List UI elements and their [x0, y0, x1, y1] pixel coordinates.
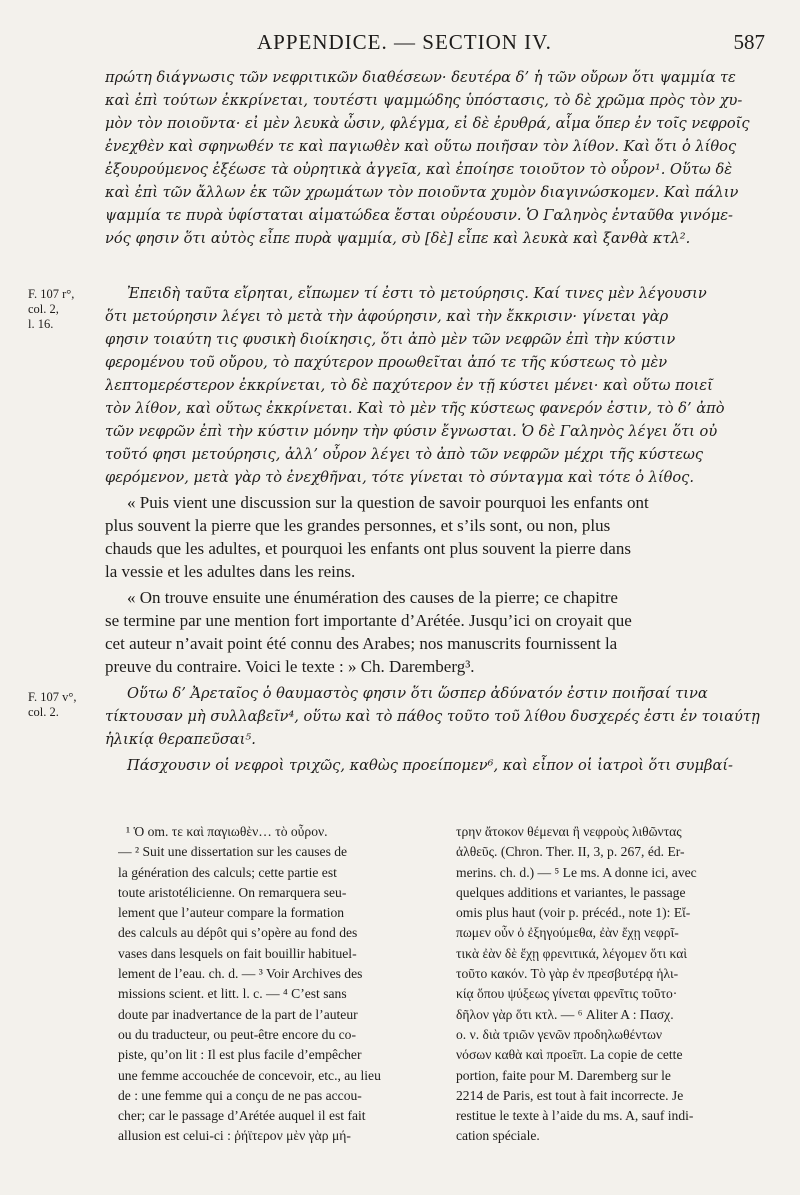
text-line: ἐνεχθὲν καὶ σφηνωθέν τε καὶ παγιωθὲν καὶ οὕτω ποιῆσαν τὸν λίθον. Καὶ ὅτι ὁ λίθος — [105, 138, 737, 155]
footnote-line: de : une femme qui a conçu de ne pas accou- — [118, 1087, 362, 1103]
french-paragraph-2 — [105, 586, 765, 678]
main-text — [105, 66, 765, 777]
footnote-line: la génération des calculs; cette partie est — [118, 864, 337, 880]
footnote-line: ο. ν. διὰ τριῶν γενῶν προδηλωθέντων — [456, 1026, 663, 1042]
footnote-line: portion, faite pour M. Daremberg sur le — [456, 1067, 671, 1083]
text-line: λεπτομερέστερον ἐκκρίνεται, τὸ δὲ παχύτερον ἐν τῇ κύστει μένει· καὶ οὕτω ποιεῖ — [105, 377, 713, 394]
text-line: la vessie et les adultes dans les reins. — [105, 562, 356, 581]
text-line: τοῦτό φησι μετούρησις, ἀλλ’ οὖρον λέγει τὸ ἀπὸ τῶν νεφρῶν μέχρι τῆς κύστεως — [105, 446, 704, 463]
footnote-line: ἀλθεῦς. (Chron. Ther. II, 3, p. 267, éd. Er- — [456, 844, 685, 860]
french-paragraph-1 — [105, 491, 765, 583]
margin-note-line: l. 16. — [28, 317, 54, 331]
greek-paragraph-4 — [105, 754, 765, 777]
footnote-line: τικὰ ἐὰν δὲ ἔχῃ φρενιτικά, λέγομεν ὅτι καὶ — [456, 945, 688, 961]
footnote-line: κίᾳ ὅπου ψύξεως γίνεται φρενῖτις τοῦτο· — [456, 986, 678, 1002]
footnote-line: missions scient. et litt. l. c. — ⁴ C’est sans — [118, 986, 347, 1002]
footnote-line: ¹ Ὁ om. τε καὶ παγιωθὲν… τὸ οὖρον. — [126, 824, 328, 839]
text-line: chauds que les adultes, et pourquoi les enfants ont plus souvent la pierre dans — [105, 539, 631, 558]
text-line: φησιν τοιαύτη τις φυσικὴ διοίκησις, ὅτι ἀπὸ μὲν τῶν νεφρῶν ἐπὶ τὴν κύστιν — [105, 331, 676, 348]
footnote-line: cher; car le passage d’Arétée auquel il est fait — [118, 1108, 366, 1124]
footnote-line: νόσων καθὰ καὶ προεῖπ. La copie de cette — [456, 1047, 683, 1063]
text-line: Οὕτω δ’ Ἀρεταῖος ὁ θαυμαστὸς φησιν ὅτι ὥσπερ ἀδύνατόν ἐστιν ποιῆσαί τινα — [127, 685, 708, 702]
footnote-line: vases dans lesquels on fait bouillir habituel- — [118, 945, 357, 961]
text-line: ἐξουρούμενος ἐξέωσε τὰ οὐρητικὰ ἀγγεῖα, καὶ ἐποίησε τοιοῦτον τὸ οὖρον¹. Οὕτω δὲ — [105, 161, 733, 178]
margin-note-line: F. 107 v°, — [28, 690, 77, 704]
text-line: νός φησιν ὅτι αὐτὸς εἶπε πυρὰ ψαμμία, σὺ [δὲ] εἶπε καὶ λευκὰ καὶ ξανθὰ κτλ². — [105, 230, 691, 247]
footnote-line: lement que l’auteur compare la formation — [118, 905, 345, 921]
footnote-line: τρην ἄτοκον θέμεναι ἢ νεφροὺς λιθῶντας — [456, 824, 682, 839]
footnote-line: restitue le texte à l’aide du ms. A, sauf indi- — [456, 1108, 694, 1124]
text-line: τῶν νεφρῶν ἐπὶ τὴν κύστιν μόνην τὴν φύσιν ἔγνωσται. Ὁ δὲ Γαληνὸς λέγει ὅτι οὐ — [105, 423, 718, 440]
footnotes-left-column — [118, 822, 432, 1147]
footnote-line: — ² Suit une dissertation sur les causes de — [118, 844, 348, 860]
footnote-line: τοῦτο κακόν. Τὸ γὰρ ἐν πρεσβυτέρᾳ ἡλι- — [456, 966, 679, 982]
page-number: 587 — [733, 30, 765, 54]
footnote-line: toute aristotélicienne. On remarquera seu- — [118, 884, 347, 900]
running-title: APPENDICE. — SECTION IV. — [257, 30, 552, 54]
text-line: μὸν τὸν ποιοῦντα· εἰ μὲν λευκὰ ὦσιν, φλέγμα, εἰ δὲ ἐρυθρά, αἷμα ὅπερ ἐν τοῖς νεφροῖς — [105, 115, 750, 132]
margin-note-line: col. 2, — [28, 302, 59, 316]
footnote-line: ou du traducteur, ou peut-être encore du co- — [118, 1026, 356, 1042]
footnote-line: merins. ch. d.) — ⁵ Le ms. A donne ici, avec — [456, 864, 697, 880]
greek-paragraph-1 — [105, 66, 765, 250]
text-line: Ἐπειδὴ ταῦτα εἴρηται, εἴπωμεν τί ἐστι τὸ μετούρησις. Καί τινες μὲν λέγουσιν — [127, 285, 707, 302]
text-line: plus souvent la pierre que les grandes personnes, et s’ils sont, ou non, plus — [105, 516, 611, 535]
footnote-line: 2214 de Paris, est tout à fait incorrecte. Je — [456, 1087, 684, 1103]
footnote-line: πωμεν οὖν ὁ ἐξηγούμεθα, ἐὰν ἔχῃ νεφρῖ- — [456, 925, 679, 941]
text-line: ἡλικίᾳ θεραπεῦσαι⁵. — [105, 731, 256, 748]
greek-paragraph-2 — [105, 282, 765, 489]
text-line: Πάσχουσιν οἱ νεφροὶ τριχῶς, καθὼς προείπομεν⁶, καὶ εἶπον οἱ ἰατροὶ ὅτι συμβαί- — [127, 757, 733, 774]
text-line: φερομένου τοῦ οὔρου, τὸ παχύτερον προωθεῖται ἀπό τε τῆς κύστεως τὸ μὲν — [105, 354, 668, 371]
greek-paragraph-3 — [105, 682, 765, 751]
text-line: cet auteur n’avait point été connu des Arabes; nos manuscrits fournissent la — [105, 634, 618, 653]
text-line: se termine par une mention fort importante d’Arétée. Jusqu’ici on croyait que — [105, 611, 632, 630]
footnote-line: omis plus haut (voir p. précéd., note 1): Εἴ- — [456, 905, 691, 921]
margin-note-folio-107r — [28, 287, 98, 332]
text-line: ὅτι μετούρησιν λέγει τὸ μετὰ τὴν ἀφούρησιν, καὶ τὴν ἔκκρισιν· γίνεται γὰρ — [105, 308, 669, 325]
text-line: φερόμενον, μετὰ γὰρ τὸ ἐνεχθῆναι, τότε γίνεται τὸ σύνταγμα καὶ τότε ὁ λίθος. — [105, 469, 694, 486]
margin-note-line: col. 2. — [28, 705, 59, 719]
margin-note-folio-107v — [28, 690, 98, 720]
footnote-line: allusion est celui-ci : ῥήϊτερον μὲν γὰρ μή- — [118, 1128, 351, 1144]
footnotes-right-column — [456, 822, 770, 1147]
text-line: καὶ ἐπὶ τῶν ἄλλων ἐκ τῶν χρωμάτων τὸν ποιοῦντα χυμὸν διαγινώσκομεν. Καὶ πάλιν — [105, 184, 739, 201]
footnote-line: doute par inadvertance de la part de l’auteur — [118, 1006, 358, 1022]
footnote-line: piste, qu’on lit : Il est plus facile d’empêcher — [118, 1047, 362, 1063]
footnote-line: une femme accouchée de concevoir, etc., au lieu — [118, 1067, 381, 1083]
text-line: καὶ ἐπὶ τούτων ἐκκρίνεται, τουτέστι ψαμμώδης ὑπόστασις, τὸ δὲ χρῶμα πρὸς τὸν χυ- — [105, 92, 743, 109]
footnote-line: lement de l’eau. ch. d. — ³ Voir Archives des — [118, 966, 363, 982]
footnote-line: des calculs au dépôt qui s’opère au fond des — [118, 925, 358, 941]
margin-note-line: F. 107 r°, — [28, 287, 75, 301]
running-header — [105, 30, 765, 60]
footnote-line: δῆλον γὰρ ὅτι κτλ. — ⁶ Aliter A : Πασχ. — [456, 1006, 674, 1022]
text-line: ψαμμία τε πυρὰ ὑφίσταται αἱματώδεα ἔσται οὐρέουσιν. Ὁ Γαληνὸς ἐνταῦθα γινόμε- — [105, 207, 733, 224]
text-line: « Puis vient une discussion sur la question de savoir pourquoi les enfants ont — [127, 493, 649, 512]
footnote-line: cation spéciale. — [456, 1128, 540, 1144]
text-line: « On trouve ensuite une énumération des causes de la pierre; ce chapitre — [127, 588, 618, 607]
footnote-line: quelques additions et variantes, le passage — [456, 884, 686, 900]
text-line: πρώτη διάγνωσις τῶν νεφριτικῶν διαθέσεων· δευτέρα δ’ ἡ τῶν οὔρων ὅτι ψαμμία τε — [105, 69, 736, 86]
text-line: τὸν λίθον, καὶ οὕτως ἐκκρίνεται. Καὶ τὸ μὲν τῆς κύστεως φανερόν ἐστιν, τὸ δ’ ἀπὸ — [105, 400, 725, 417]
text-line: τίκτουσαν μὴ συλλαβεῖν⁴, οὕτω καὶ τὸ πάθος τοῦτο τοῦ λίθου δυσχερές ἐστι ἐν τοιαύτῃ — [105, 708, 760, 725]
text-line: preuve du contraire. Voici le texte : » Ch. Daremberg³. — [105, 657, 475, 676]
